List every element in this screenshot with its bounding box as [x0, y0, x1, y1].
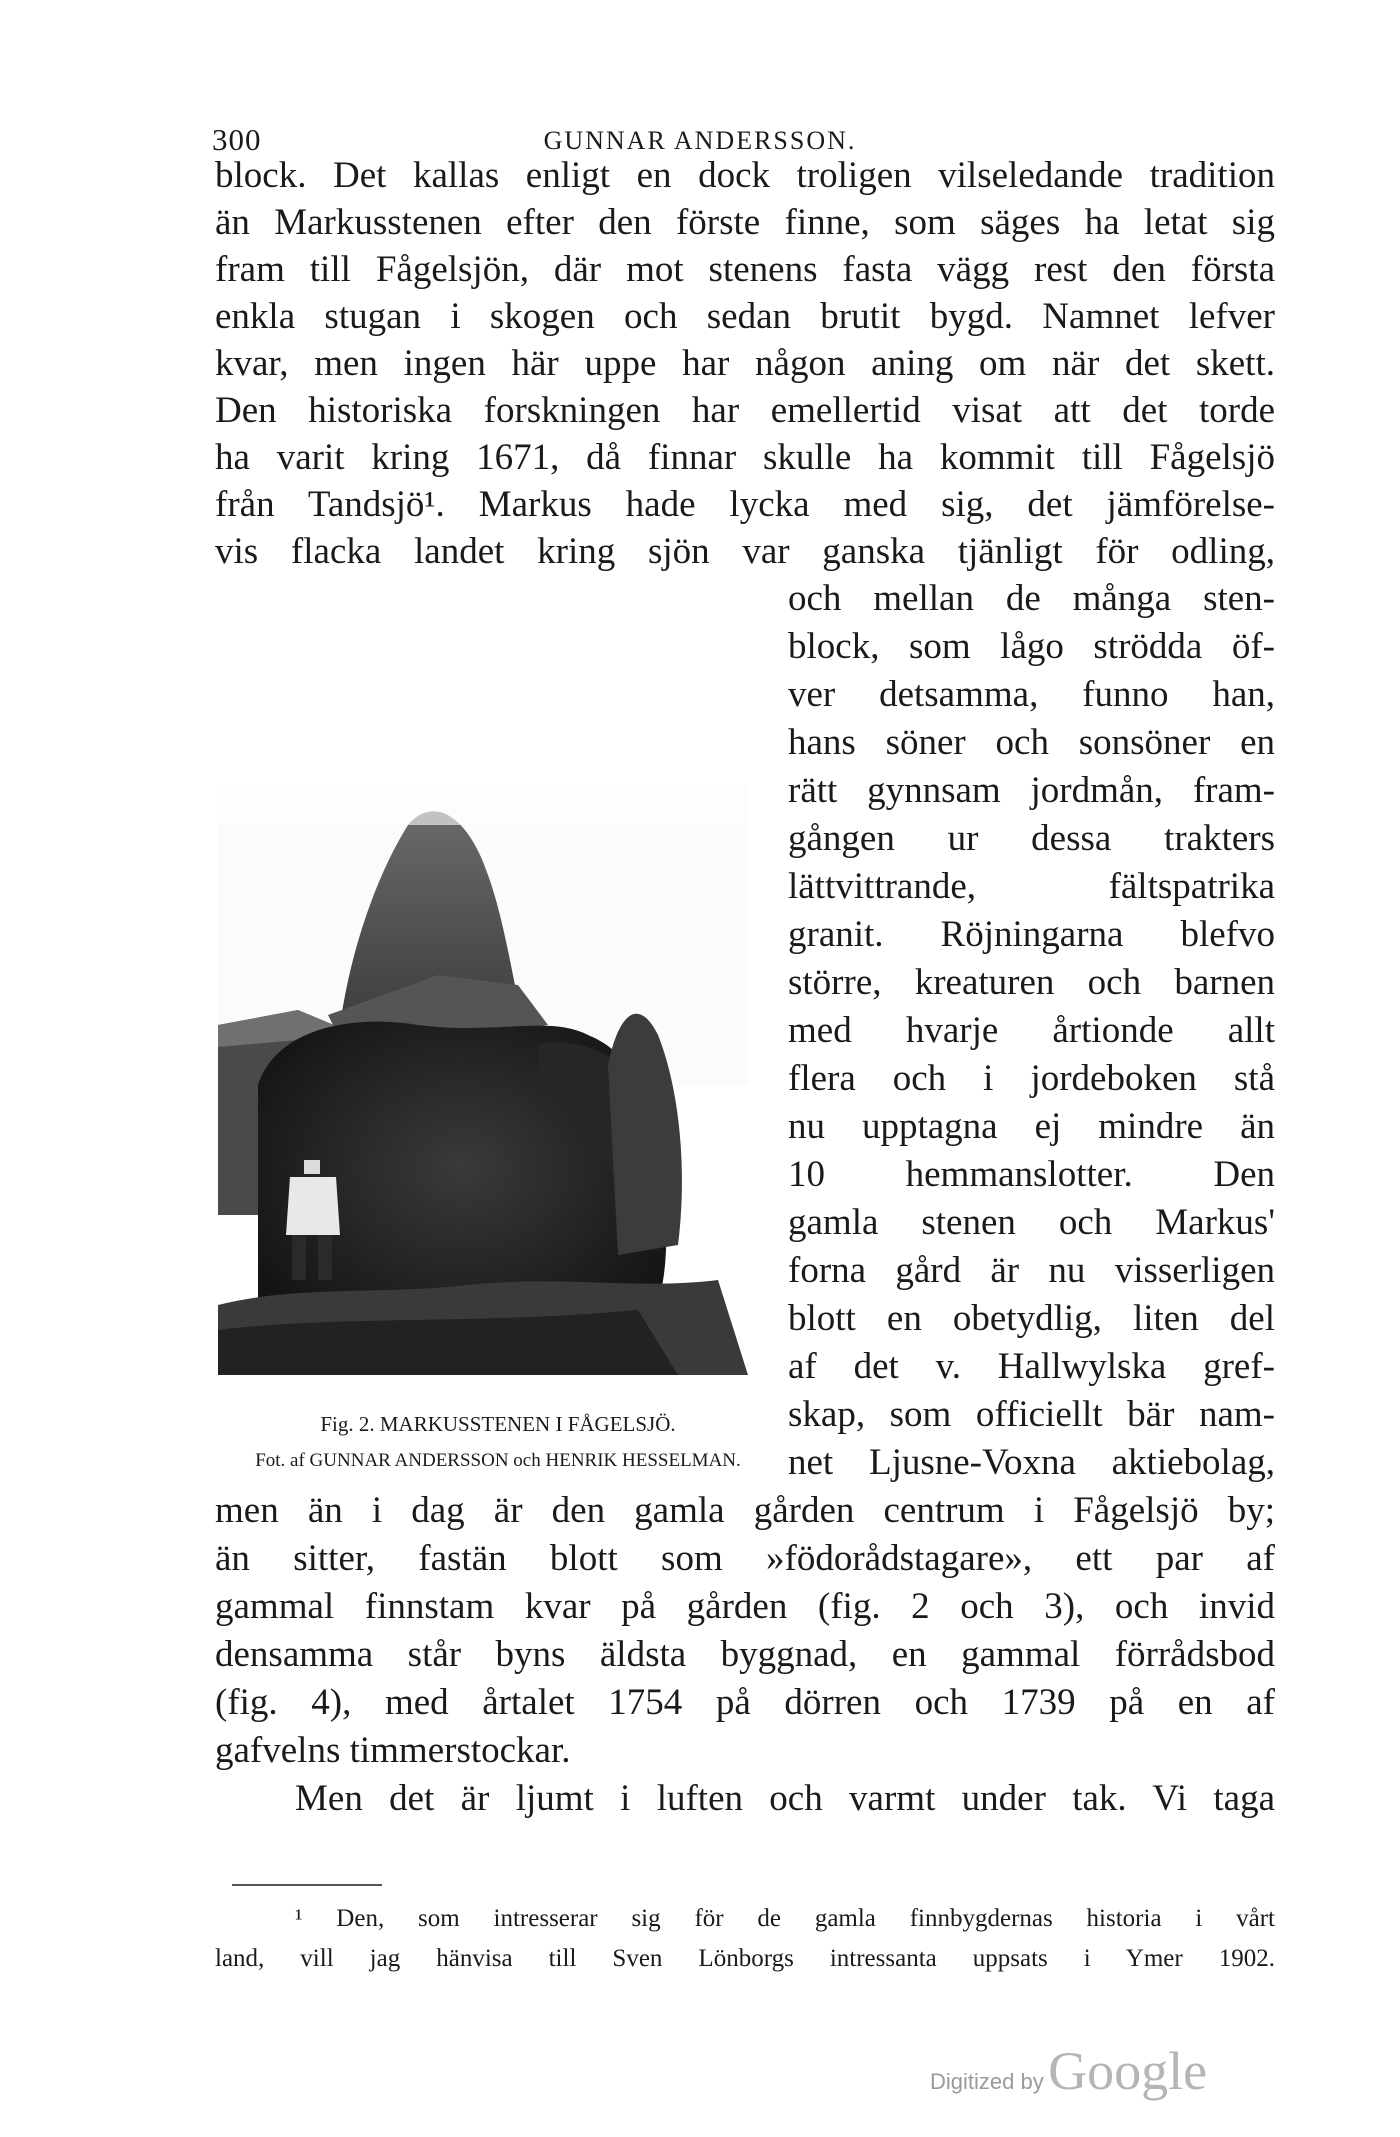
text-line: än sitter, fastän blott som »födorådstagare», ett par af [215, 1538, 1275, 1579]
text-line: block. Det kallas enligt en dock troligen vilseledande tradition [215, 155, 1275, 196]
text-line: Den historiska forskningen har emellertid visat att det torde [215, 390, 1275, 431]
text-line: från Tandsjö¹. Markus hade lycka med sig, det jämförelse- [215, 484, 1275, 525]
text-line: än Markusstenen efter den förste finne, som säges ha letat sig [215, 202, 1275, 243]
figure-caption: Fig. 2. MARKUSSTENEN I FÅGELSJÖ. [320, 1412, 676, 1436]
column-line: större, kreaturen och barnen [788, 962, 1275, 1003]
text-line: gammal finnstam kvar på gården (fig. 2 och 3), och invid [215, 1586, 1275, 1627]
column-line: skap, som officiellt bär nam- [788, 1394, 1275, 1435]
column-line: ver detsamma, funno han, [788, 674, 1275, 715]
running-head: GUNNAR ANDERSSON. [543, 126, 857, 155]
text-line: (fig. 4), med årtalet 1754 på dörren och 1739 på en af [215, 1682, 1275, 1723]
text-line: gafvelns timmerstockar. [215, 1730, 571, 1771]
footnote-rule [232, 1884, 382, 1886]
column-line: blott en obetydlig, liten del [788, 1298, 1275, 1339]
page-number: 300 [212, 122, 262, 157]
column-line: och mellan de många sten- [788, 578, 1275, 619]
column-line: gamla stenen och Markus' [788, 1202, 1275, 1243]
text-line: densamma står byns äldsta byggnad, en gammal förrådsbod [215, 1634, 1275, 1675]
google-logo: Google [1048, 2041, 1208, 2101]
text-line: vis flacka landet kring sjön var ganska tjänligt för odling, [215, 531, 1275, 572]
figure-credit: Fot. af GUNNAR ANDERSSON och HENRIK HESSELMAN. [255, 1450, 741, 1471]
footnote-line: ¹ Den, som intresserar sig för de gamla finnbygdernas historia i vårt [295, 1905, 1275, 1932]
text-line: enkla stugan i skogen och sedan brutit bygd. Namnet lefver [215, 296, 1275, 337]
text-line: fram till Fågelsjön, där mot stenens fasta vägg rest den första [215, 249, 1275, 290]
text-line: kvar, men ingen här uppe har någon aning om när det skett. [215, 343, 1275, 384]
text-line: men än i dag är den gamla gården centrum i Fågelsjö by; [215, 1490, 1275, 1531]
markusstenen-photo [218, 785, 748, 1375]
column-line: 10 hemmanslotter. Den [788, 1154, 1275, 1195]
text-line: Men det är ljumt i luften och varmt under tak. Vi taga [295, 1778, 1275, 1819]
footnote-line: land, vill jag hänvisa till Sven Lönborgs intressanta uppsats i Ymer 1902. [215, 1945, 1275, 1972]
digitized-watermark [930, 2040, 1207, 2102]
column-line: net Ljusne-Voxna aktiebolag, [788, 1442, 1275, 1483]
column-line: hans söner och sonsöner en [788, 722, 1275, 763]
column-line: af det v. Hallwylska gref- [788, 1346, 1275, 1387]
column-line: forna gård är nu visserligen [788, 1250, 1275, 1291]
column-line: flera och i jordeboken stå [788, 1058, 1275, 1099]
column-line: granit. Röjningarna blefvo [788, 914, 1275, 955]
column-line: gången ur dessa trakters [788, 818, 1275, 859]
watermark-small-text: Digitized by [930, 2069, 1044, 2094]
column-line: nu upptagna ej mindre än [788, 1106, 1275, 1147]
column-line: lättvittrande, fältspatrika [788, 866, 1275, 907]
text-line: ha varit kring 1671, då finnar skulle ha kommit till Fågelsjö [215, 437, 1275, 478]
column-line: rätt gynnsam jordmån, fram- [788, 770, 1275, 811]
column-line: med hvarje årtionde allt [788, 1010, 1275, 1051]
column-line: block, som lågo strödda öf- [788, 626, 1275, 667]
